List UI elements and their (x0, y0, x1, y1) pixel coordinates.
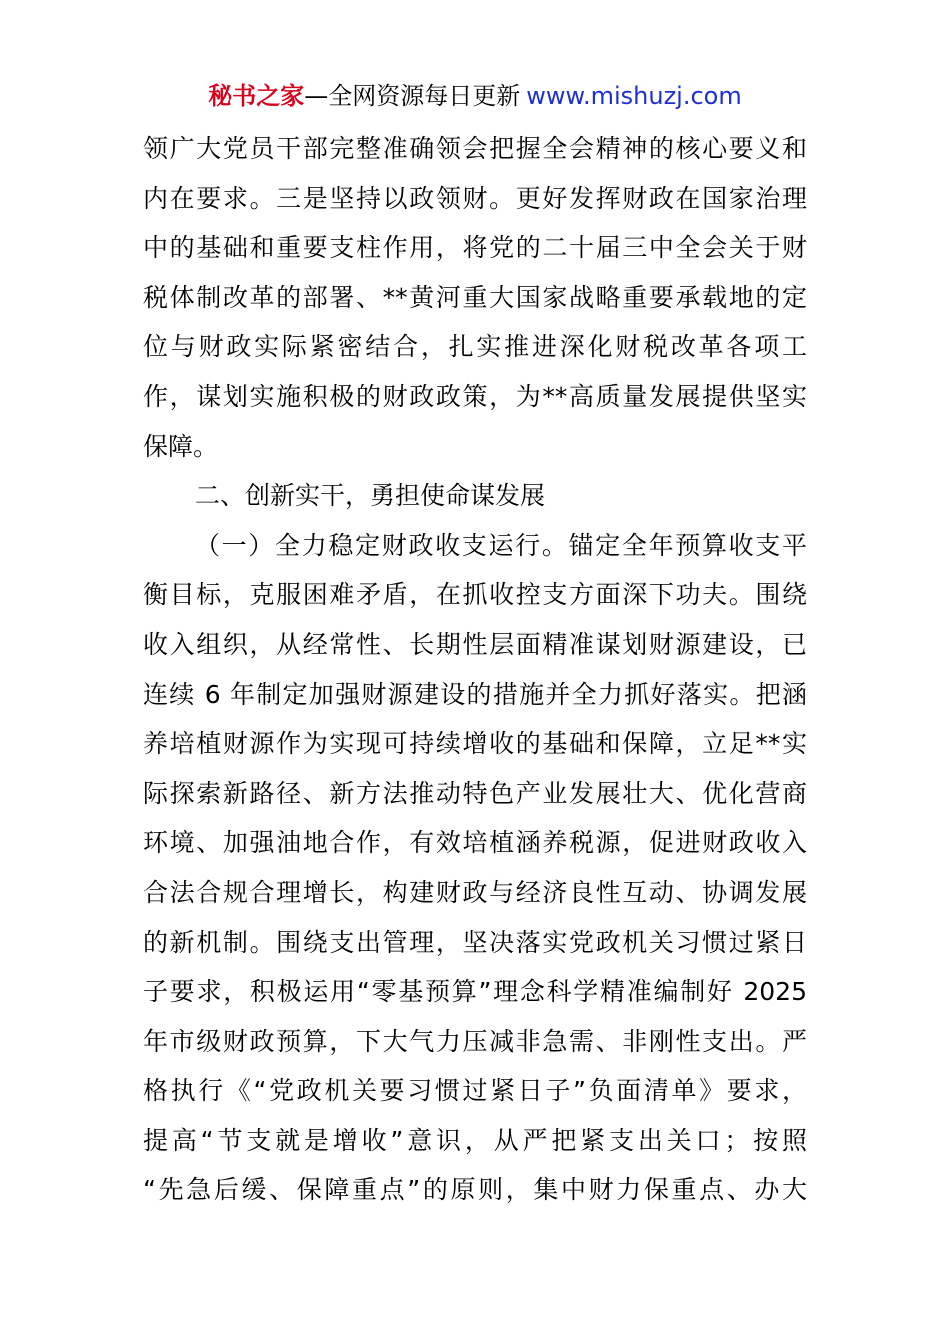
site-url-link[interactable]: www.mishuzj.com (526, 82, 742, 110)
text-line: 中的基础和重要支柱作用，将党的二十届三中全会关于财 (143, 233, 807, 263)
text-line: 年市级财政预算，下大气力压减非急需、非刚性支出。严 (143, 1026, 807, 1056)
site-header (0, 80, 950, 112)
text-line: 税体制改革的部署、**黄河重大国家战略重要承载地的定 (143, 282, 807, 312)
text-line: 内在要求。三是坚持以政领财。更好发挥财政在国家治理 (143, 183, 807, 213)
text-line: 际探索新路径、新方法推动特色产业发展壮大、优化营商 (143, 778, 807, 808)
text-line: 提高“节支就是增收”意识，从严把紧支出关口；按照 (143, 1125, 807, 1155)
text-line: 合法合规合理增长，构建财政与经济良性互动、协调发展 (143, 877, 807, 907)
text-line: 子要求，积极运用“零基预算”理念科学精准编制好 2025 (143, 977, 807, 1007)
text-line: 环境、加强油地合作，有效培植涵养税源，促进财政收入 (143, 828, 807, 858)
text-line: 位与财政实际紧密结合，扎实推进深化财税改革各项工 (143, 332, 807, 362)
text-line: 连续 6 年制定加强财源建设的措施并全力抓好落实。把涵 (143, 679, 807, 709)
text-line: 养培植财源作为实现可持续增收的基础和保障，立足**实 (143, 729, 807, 759)
section-heading: 二、创新实干，勇担使命谋发展 (195, 481, 546, 511)
text-line: 格执行《“党政机关要习惯过紧日子”负面清单》要求， (143, 1076, 807, 1106)
text-line: 衡目标，克服困难矛盾，在抓收控支方面深下功夫。围绕 (143, 580, 807, 610)
text-line: 作，谋划实施积极的财政政策，为**高质量发展提供坚实 (143, 381, 807, 411)
text-line: 保障。 (143, 431, 219, 461)
site-tagline: —全网资源每日更新 (304, 82, 521, 110)
document-body (143, 124, 807, 1215)
text-line: 的新机制。围绕支出管理，坚决落实党政机关习惯过紧日 (143, 927, 807, 957)
paragraph-first-line: （一）全力稳定财政收支运行。锚定全年预算收支平 (195, 530, 807, 560)
text-line: “先急后缓、保障重点”的原则，集中财力保重点、办大 (143, 1175, 807, 1205)
text-line: 领广大党员干部完整准确领会把握全会精神的核心要义和 (143, 134, 807, 163)
text-line: 收入组织，从经常性、长期性层面精准谋划财源建设，已 (143, 629, 807, 659)
site-brand: 秘书之家 (208, 82, 305, 110)
